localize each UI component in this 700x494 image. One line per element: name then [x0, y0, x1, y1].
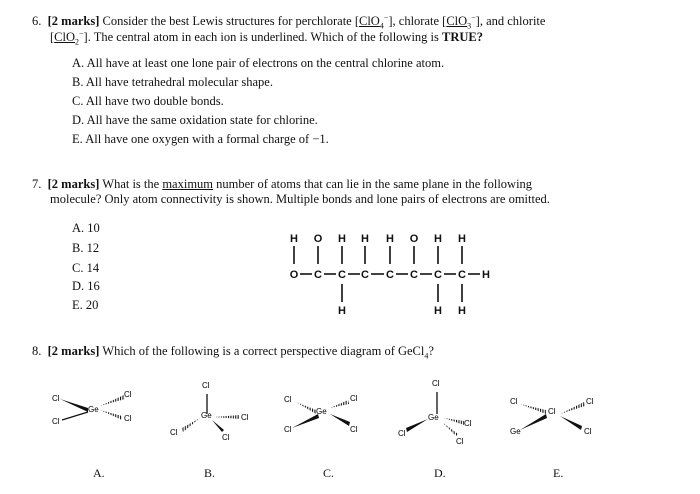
- ge-d: Ge: [428, 413, 439, 422]
- svg-text:Cl: Cl: [584, 427, 592, 436]
- svg-text:Cl: Cl: [586, 397, 594, 406]
- q6-option-b[interactable]: B. All have tetrahedral molecular shape.: [72, 75, 273, 89]
- svg-text:Cl: Cl: [456, 437, 464, 446]
- mol-main-atom-5: C: [386, 269, 394, 281]
- svg-text:Cl: Cl: [398, 429, 406, 438]
- mol-main-atom-6: C: [410, 269, 418, 281]
- mol-main-atom-9: H: [482, 269, 490, 281]
- q8-label-b[interactable]: B.: [204, 466, 216, 480]
- svg-text:Cl: Cl: [202, 381, 210, 390]
- q8-label-a[interactable]: A.: [93, 466, 105, 480]
- ge-b: Ge: [201, 411, 212, 420]
- q6-option-d[interactable]: D. All have the same oxidation state for chlorine.: [72, 113, 318, 127]
- q6-number: 6.: [32, 14, 42, 29]
- svg-text:Cl: Cl: [510, 397, 518, 406]
- q7-number: 7.: [32, 177, 42, 191]
- svg-text:Cl: Cl: [52, 417, 60, 426]
- q7-marks: [2 marks]: [47, 177, 100, 191]
- q7-line2: molecule? Only atom connectivity is shown. Multiple bonds and lone pairs of electrons are omitted.: [50, 192, 550, 206]
- diagram-b[interactable]: [170, 381, 249, 442]
- q7-option-e[interactable]: E. 20: [72, 298, 99, 312]
- ge-e: Ge: [510, 427, 521, 436]
- svg-text:Cl: Cl: [284, 425, 292, 434]
- true-keyword: TRUE: [442, 30, 477, 45]
- mol-main-atom-3: C: [338, 269, 346, 281]
- diagram-c[interactable]: [284, 394, 358, 434]
- svg-text:Cl: Cl: [464, 419, 472, 428]
- svg-text:Cl: Cl: [52, 394, 60, 403]
- mol-top-atom-3: H: [338, 233, 346, 245]
- svg-text:Cl: Cl: [124, 414, 132, 423]
- svg-text:Cl: Cl: [284, 395, 292, 404]
- chlorate-formula: ClO$_3$−: [446, 13, 476, 31]
- perspective-diagrams: [0, 370, 700, 494]
- mol-main-atom-2: C: [314, 269, 322, 281]
- mol-top-atom-1: H: [290, 233, 298, 245]
- diagram-e[interactable]: [510, 397, 594, 436]
- q7-option-d[interactable]: D. 16: [72, 279, 100, 293]
- svg-text:Cl: Cl: [170, 428, 178, 437]
- q6-option-a[interactable]: A. All have at least one lone pair of electrons on the central chlorine atom.: [72, 56, 445, 70]
- q8-label-e[interactable]: E.: [553, 466, 564, 480]
- mol-bottom-atom-2: H: [434, 305, 442, 317]
- svg-text:Cl: Cl: [432, 379, 440, 388]
- q8-label-c[interactable]: C.: [323, 466, 335, 480]
- q6-option-c[interactable]: C. All have two double bonds.: [72, 94, 224, 108]
- diagram-a[interactable]: [52, 390, 132, 426]
- diagram-d[interactable]: [398, 379, 472, 446]
- perchlorate-formula: ClO$_4$−: [359, 13, 389, 31]
- mol-main-atom-1: O: [289, 269, 299, 281]
- mol-top-atom-5: H: [386, 233, 394, 245]
- q6-option-e[interactable]: E. All have one oxygen with a formal charge of −1.: [72, 132, 329, 146]
- mol-top-atom-8: H: [458, 233, 466, 245]
- svg-text:Cl: Cl: [350, 394, 358, 403]
- mol-top-atom-4: H: [361, 233, 369, 245]
- molecule-diagram: [280, 228, 580, 320]
- mol-top-atom-7: H: [434, 233, 442, 245]
- q7-option-c[interactable]: C. 14: [72, 261, 100, 275]
- svg-text:Cl: Cl: [241, 413, 249, 422]
- q8-line1: 8. [2 marks] Which of the following is a correct perspective diagram of GeCl$_4$?: [32, 344, 434, 361]
- chlorite-formula: ClO$_2$−: [54, 29, 84, 47]
- ge-c: Ge: [316, 407, 327, 416]
- mol-bottom-atom-1: H: [338, 305, 346, 317]
- mol-main-atom-8: C: [458, 269, 466, 281]
- q8-number: 8.: [32, 344, 42, 358]
- q7-line1: 7. [2 marks] What is the maximum number of atoms that can lie in the same plane in the following: [32, 177, 533, 191]
- mol-main-atom-4: C: [361, 269, 369, 281]
- ge-a: Ge: [88, 405, 99, 414]
- q6-text-3: ], and chlorite: [475, 14, 546, 29]
- mol-top-atom-6: O: [409, 233, 419, 245]
- mol-bottom-atom-3: H: [458, 305, 466, 317]
- svg-text:Cl: Cl: [350, 425, 358, 434]
- q8-marks: [2 marks]: [47, 344, 100, 358]
- svg-text:Cl: Cl: [548, 407, 556, 416]
- svg-text:Cl: Cl: [222, 433, 230, 442]
- q6-marks: [2 marks]: [47, 14, 100, 29]
- svg-text:Cl: Cl: [124, 390, 132, 399]
- q6-text-2: ], chlorate [: [388, 14, 447, 29]
- mol-top-atom-2: O: [313, 233, 323, 245]
- mol-main-atom-7: C: [434, 269, 442, 281]
- q6-line2: [ClO$_2$−]. The central atom in each ion is underlined. Which of the following is TRUE?: [50, 29, 483, 47]
- q7-option-a[interactable]: A. 10: [72, 221, 100, 235]
- q8-label-d[interactable]: D.: [434, 466, 446, 480]
- maximum-keyword: maximum: [162, 177, 214, 191]
- q6-text: Consider the best Lewis structures for perchlorate [: [102, 14, 359, 29]
- q7-option-b[interactable]: B. 12: [72, 241, 100, 255]
